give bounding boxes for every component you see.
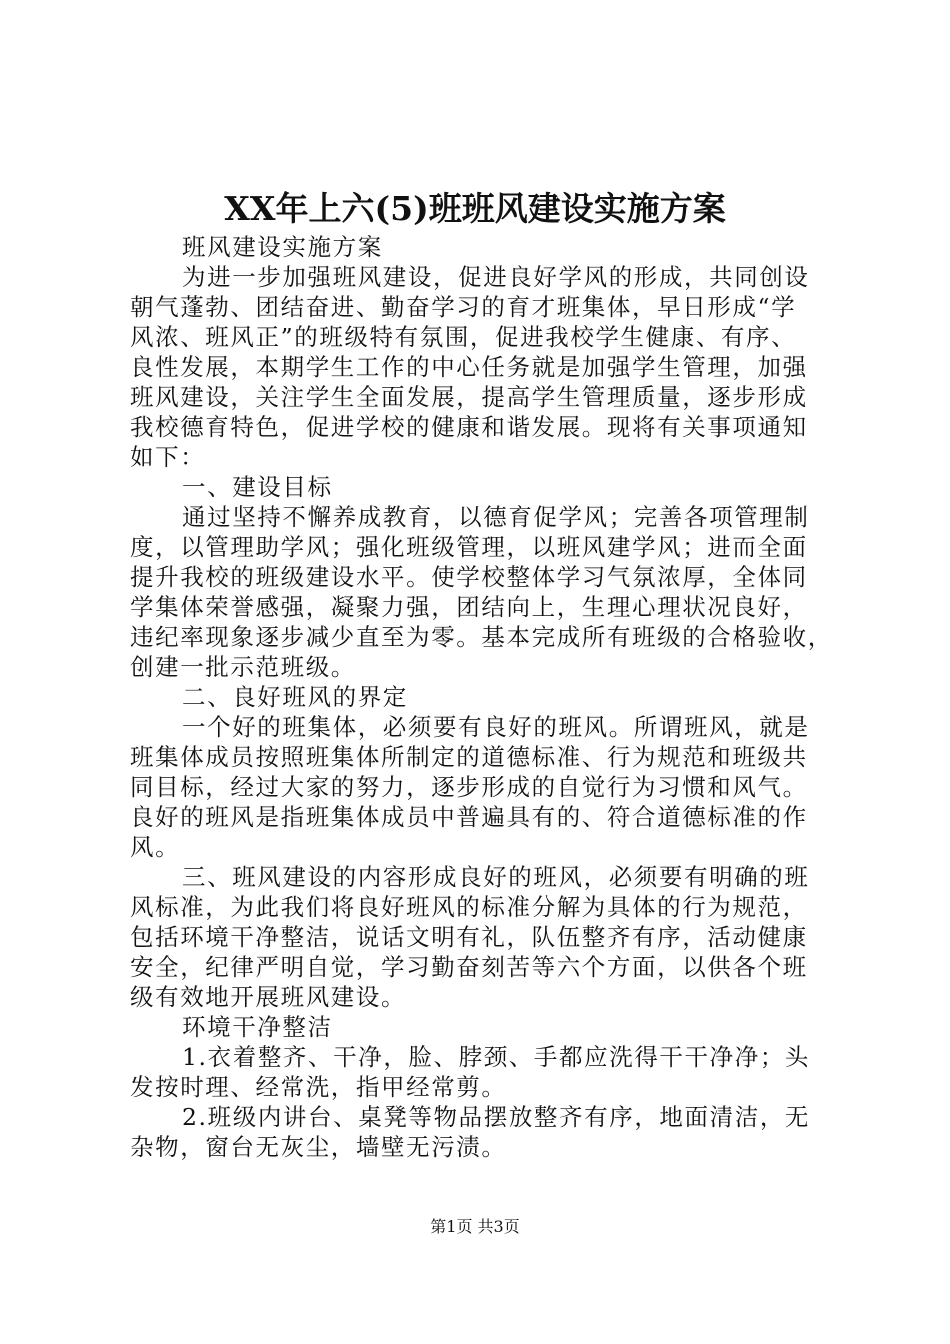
paragraph-line: 级有效地开展班风建设。: [130, 983, 407, 1011]
paragraph-line: 度，以管理助学风；强化班级管理，以班风建学风；进而全面: [130, 533, 808, 561]
paragraph-line: 我校德育特色，促进学校的健康和谐发展。现将有关事项通知: [130, 413, 808, 441]
paragraph-line: 良好的班风是指班集体成员中普遍具有的、符合道德标准的作: [130, 803, 808, 831]
document-body: [130, 232, 835, 1162]
list-item: 2.班级内讲台、桌凳等物品摆放整齐有序，地面清洁，无: [182, 1103, 811, 1131]
paragraph-line: 同目标，经过大家的努力，逐步形成的自觉行为习惯和风气。: [130, 773, 808, 801]
paragraph-line: 朝气蓬勃、团结奋进、勤奋学习的育才班集体，早日形成“学: [130, 293, 797, 321]
paragraph-line: 为进一步加强班风建设，促进良好学风的形成，共同创设: [182, 263, 810, 291]
paragraph-line: 杂物，窗台无灰尘，墙壁无污渍。: [130, 1133, 507, 1161]
paragraph-line: 提升我校的班级建设水平。使学校整体学习气氛浓厚，全体同: [130, 563, 808, 591]
section-heading: 二、良好班风的界定: [182, 683, 408, 711]
paragraph-line: 包括环境干净整洁，说话文明有礼，队伍整齐有序，活动健康: [130, 923, 808, 951]
paragraph-line: 如下：: [130, 443, 206, 471]
paragraph-line: 班集体成员按照班集体所制定的道德标准、行为规范和班级共: [130, 743, 808, 771]
paragraph-line: 风浓、班风正”的班级特有氛围，促进我校学生健康、有序、: [130, 323, 797, 351]
paragraph-line: 违纪率现象逐步减少直至为零。基本完成所有班级的合格验收，: [130, 623, 833, 651]
paragraph-line: 良性发展，本期学生工作的中心任务就是加强学生管理，加强: [130, 353, 808, 381]
paragraph-line: 通过坚持不懈养成教育，以德育促学风；完善各项管理制: [182, 503, 810, 531]
paragraph-line: 风标准，为此我们将良好班风的标准分解为具体的行为规范，: [130, 893, 808, 921]
list-item: 1.衣着整齐、干净，脸、脖颈、手都应洗得干干净净；头: [182, 1043, 811, 1071]
paragraph-line: 班风建设，关注学生全面发展，提高学生管理质量，逐步形成: [130, 383, 808, 411]
paragraph-line: 风。: [130, 833, 181, 861]
section-heading: 一、建设目标: [182, 473, 333, 501]
section-heading: 三、班风建设的内容形成良好的班风，必须要有明确的班: [182, 863, 810, 891]
paragraph-line: 安全，纪律严明自觉，学习勤奋刻苦等六个方面，以供各个班: [130, 953, 808, 981]
paragraph-line: 一个好的班集体，必须要有良好的班风。所谓班风，就是: [182, 713, 810, 741]
paragraph-line: 学集体荣誉感强，凝聚力强，团结向上，生理心理状况良好，: [130, 593, 808, 621]
paragraph-line: 发按时理、经常洗，指甲经常剪。: [130, 1073, 507, 1101]
page-footer: 第1页 共3页: [430, 1217, 520, 1236]
paragraph-line: 班风建设实施方案: [182, 233, 383, 261]
paragraph-line: 创建一批示范班级。: [130, 653, 356, 681]
document-title: XX年上六(5)班班风建设实施方案: [224, 189, 726, 228]
subsection-heading: 环境干净整洁: [182, 1013, 333, 1041]
